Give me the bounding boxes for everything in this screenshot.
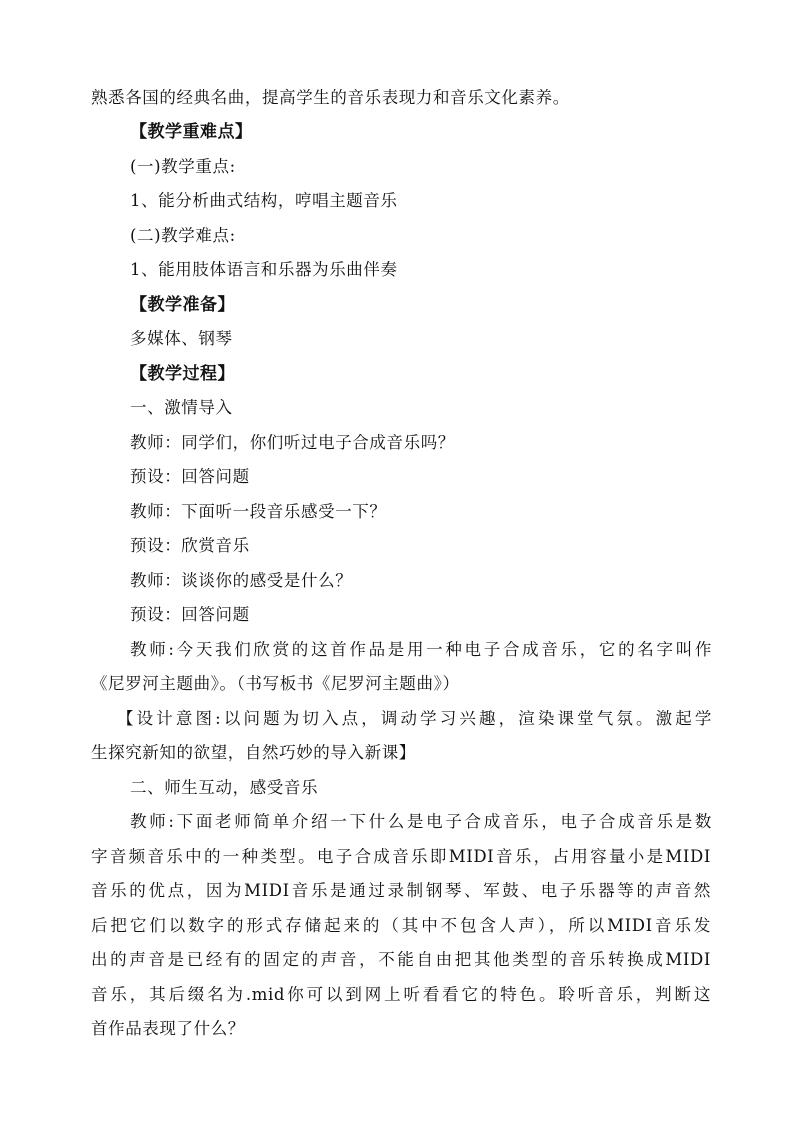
paragraph-line: 首作品表现了什么？	[91, 1019, 245, 1038]
dialogue-line: 预设：欣赏音乐	[130, 536, 250, 555]
paragraph-line: 熟悉各国的经典名曲，提高学生的音乐表现力和音乐文化素养。	[91, 88, 570, 107]
subheading-intro: 一、激情导入	[130, 398, 233, 417]
subheading-focus: (一)教学重点:	[130, 157, 236, 176]
paragraph-line: 后把它们以数字的形式存储起来的（其中不包含人声），所以MIDI音乐发	[91, 916, 711, 935]
paragraph-line: 字音频音乐中的一种类型。电子合成音乐即MIDI音乐，占用容量小是MIDI	[91, 847, 711, 866]
section-heading-process: 【教学过程】	[130, 364, 235, 384]
section-heading-preparation: 【教学准备】	[130, 295, 235, 315]
dialogue-line: 教师：同学们，你们听过电子合成音乐吗？	[130, 433, 455, 452]
dialogue-line: 预设：回答问题	[130, 467, 250, 486]
list-item: 1、能用肢体语言和乐器为乐曲伴奏	[130, 260, 398, 279]
paragraph-line: 教师:今天我们欣赏的这首作品是用一种电子合成音乐，它的名字叫作	[130, 640, 712, 659]
subheading-difficulty: (二)教学难点:	[130, 226, 236, 245]
list-item: 1、能分析曲式结构，哼唱主题音乐	[130, 191, 398, 210]
dialogue-line: 教师：下面听一段音乐感受一下？	[130, 502, 387, 521]
dialogue-line: 预设：回答问题	[130, 605, 250, 624]
paragraph-line: 出的声音是已经有的固定的声音，不能自由把其他类型的音乐转换成MIDI	[91, 950, 711, 969]
paragraph-line: 《尼罗河主题曲》。（书写板书《尼罗河主题曲》）	[91, 674, 460, 693]
dialogue-line: 教师：谈谈你的感受是什么？	[130, 571, 353, 590]
paragraph-line: 音乐，其后缀名为.mid你可以到网上听看看它的特色。聆听音乐，判断这	[91, 985, 711, 1004]
paragraph-line: 音乐的优点，因为MIDI音乐是通过录制钢琴、军鼓、电子乐器等的声音然	[91, 881, 711, 900]
design-intent-line: 生探究新知的欲望，自然巧妙的导入新课】	[91, 743, 416, 762]
subheading-interaction: 二、师生互动，感受音乐	[130, 778, 319, 797]
paragraph-line: 教师:下面老师简单介绍一下什么是电子合成音乐，电子合成音乐是数	[130, 812, 712, 831]
section-heading-key-points: 【教学重难点】	[130, 122, 253, 142]
paragraph-line: 多媒体、钢琴	[130, 329, 233, 348]
design-intent-line: 【设计意图:以问题为切入点，调动学习兴趣，渲染课堂气氛。激起学	[117, 709, 712, 728]
